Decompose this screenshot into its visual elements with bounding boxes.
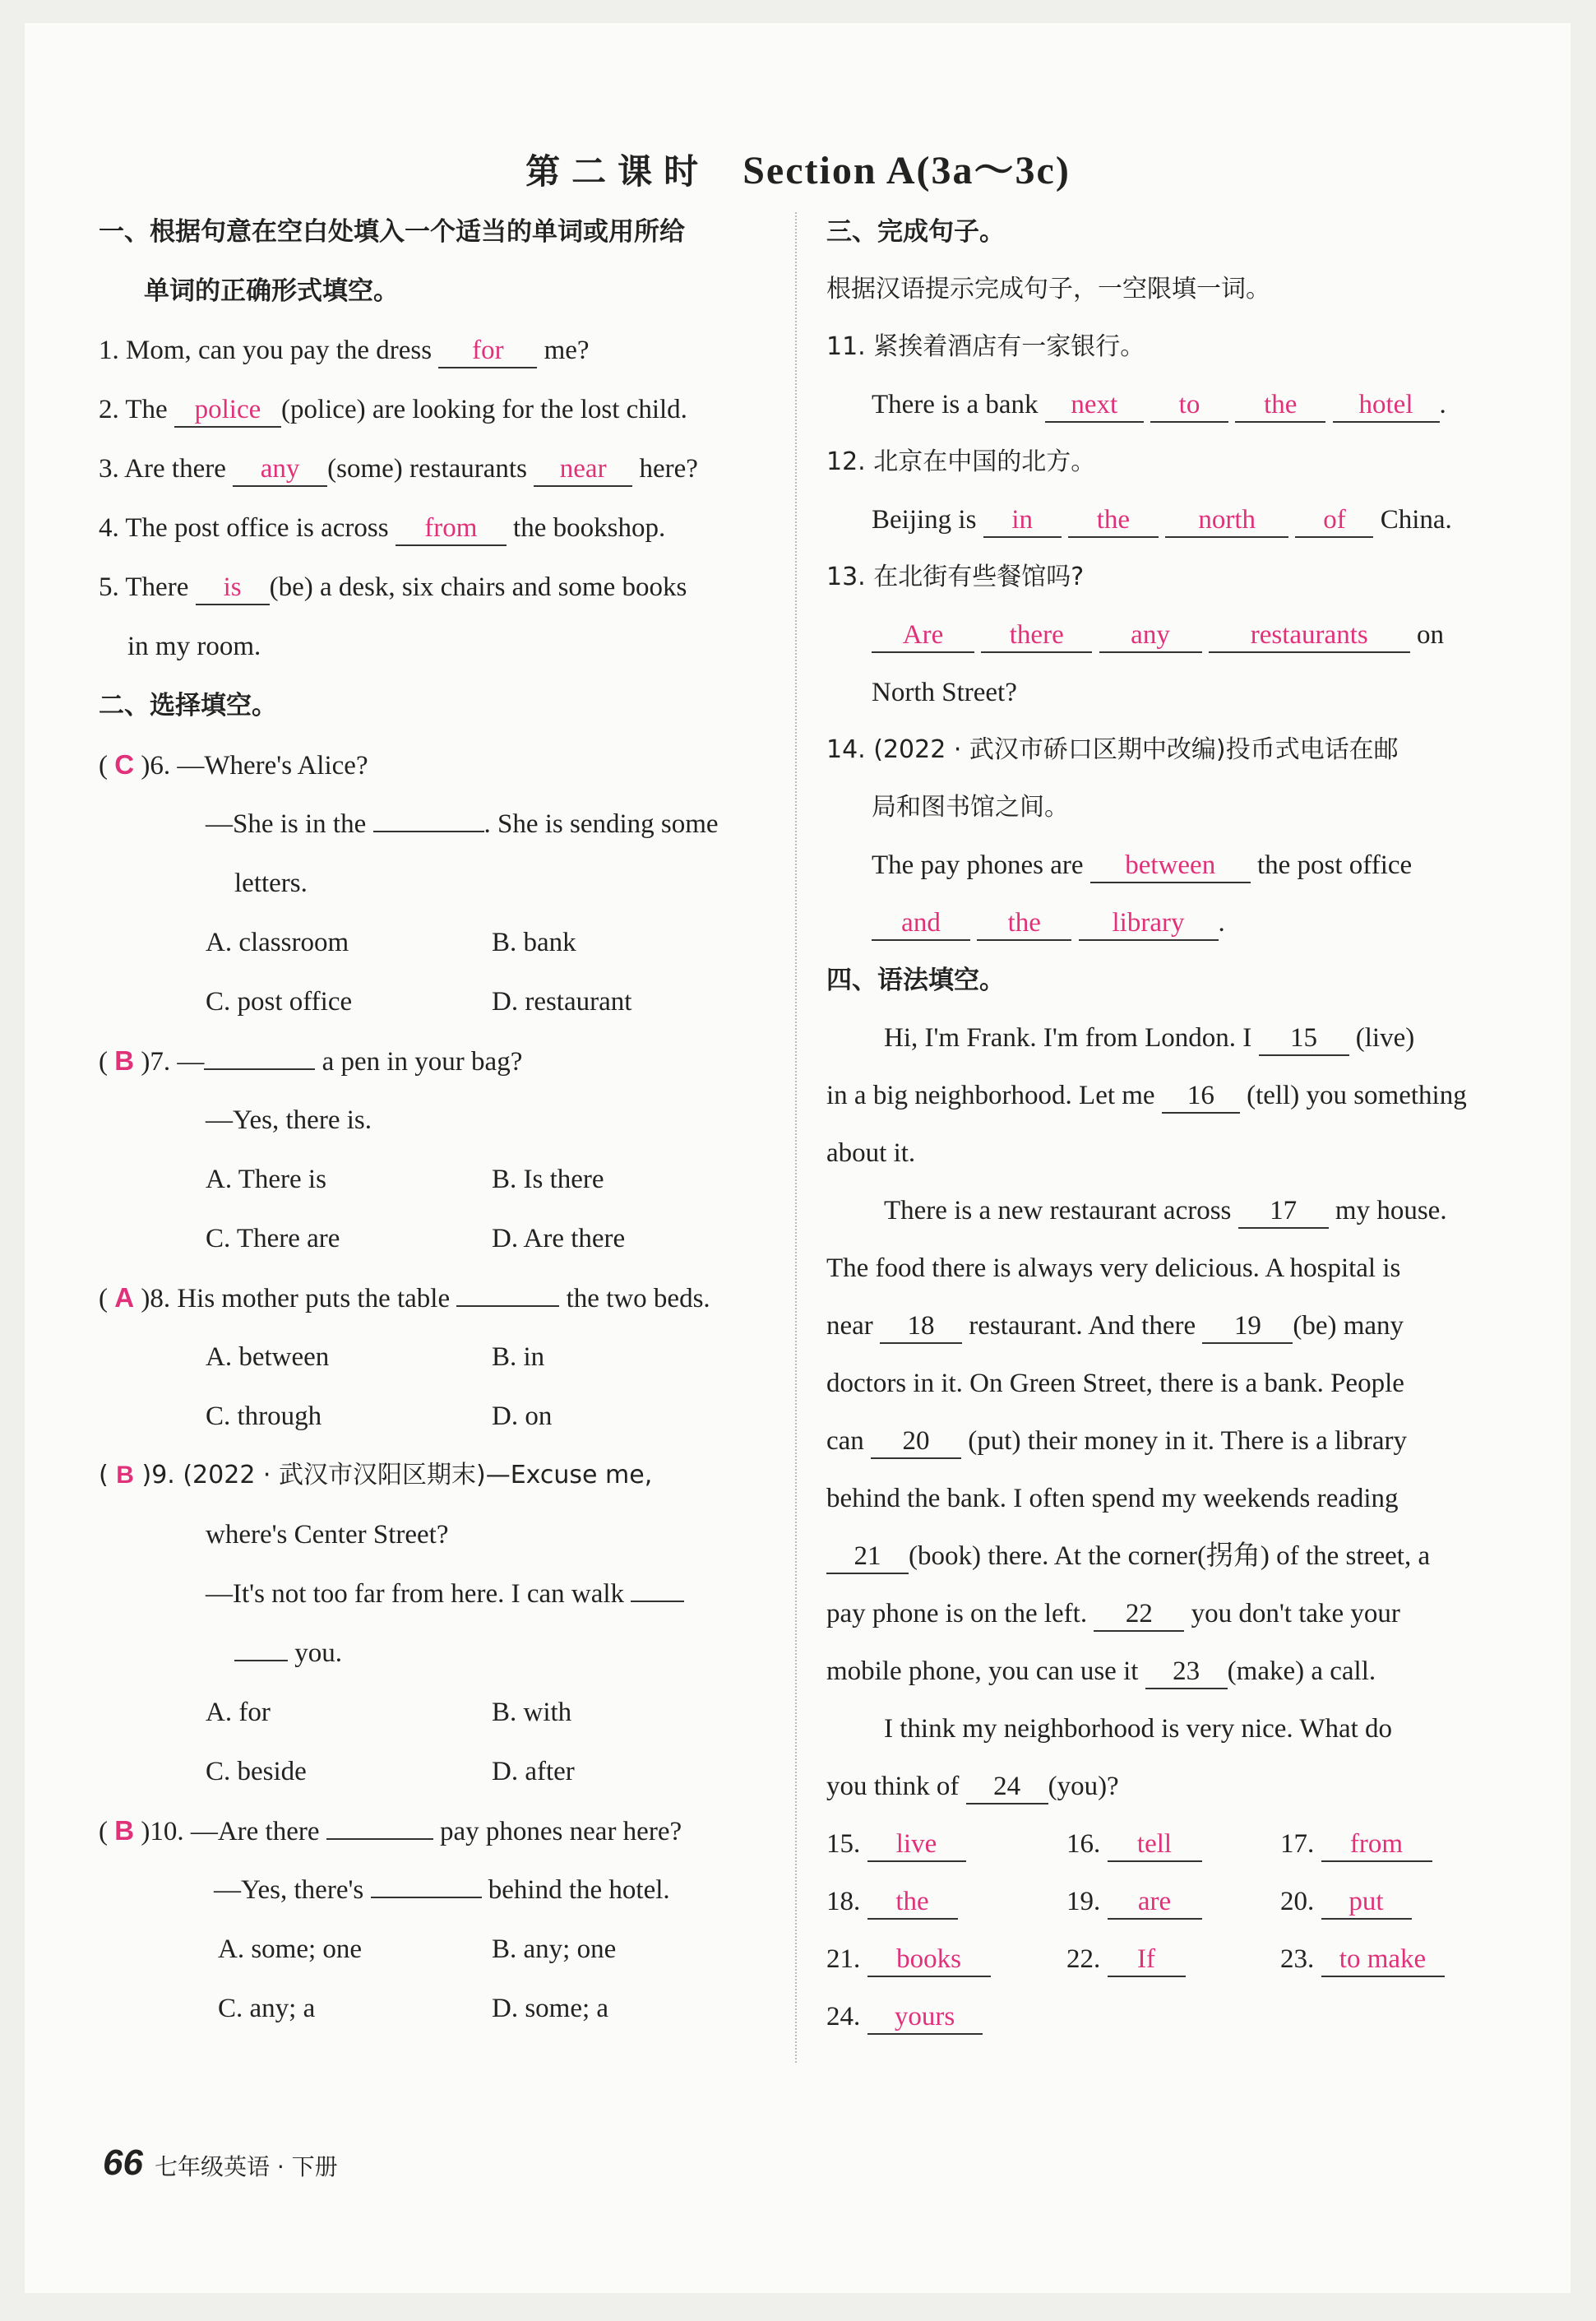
question-13-prompt: 13. 在北街有些餐馆吗?: [826, 563, 1085, 591]
option: D. Are there: [492, 1224, 626, 1253]
option: C. beside: [206, 1757, 307, 1786]
section-1-heading: 一、根据句意在空白处填入一个适当的单词或用所给: [99, 217, 685, 247]
question-2: 2. The police (police) are looking for the lost child.: [99, 390, 687, 429]
section-3-instructions: 根据汉语提示完成句子，一空限填一词。: [826, 275, 1270, 303]
option: C. There are: [206, 1224, 340, 1253]
page-footer: [103, 2143, 338, 2184]
option: B. Is there: [492, 1165, 604, 1194]
answer: is: [223, 572, 242, 602]
option: A. for: [206, 1698, 271, 1727]
answer: police: [194, 395, 261, 424]
section-2-heading: 二、选择填空。: [99, 691, 277, 720]
answer: for: [472, 336, 504, 365]
option: C. through: [206, 1401, 322, 1431]
option: D. some; a: [492, 1994, 609, 2023]
lesson-label: 第二课时: [525, 151, 710, 192]
question-11-prompt: 11. 紧挨着酒店有一家银行。: [826, 332, 1145, 361]
option: B. in: [492, 1342, 545, 1372]
question-6: ( C )6. —Where's Alice?: [99, 749, 368, 781]
choice-answer: A: [114, 1282, 135, 1313]
option: B. any; one: [492, 1934, 617, 1964]
answer: any: [260, 454, 300, 484]
section-1-heading-cont: 单词的正确形式填空。: [144, 276, 399, 306]
choice-answer: B: [114, 1815, 135, 1846]
question-14-prompt: 14. (2022 · 武汉市硚口区期中改编)投币式电话在邮: [826, 735, 1399, 764]
question-3: 3. Are there any (some) restaurants near here?: [99, 449, 698, 489]
option: C. any; a: [218, 1994, 316, 2023]
answer: near: [559, 454, 607, 484]
question-5-cont: in my room.: [127, 632, 261, 661]
column-divider: [795, 212, 797, 2063]
question-14: The pay phones are between the post office: [872, 845, 1412, 885]
question-12-prompt: 12. 北京在中国的北方。: [826, 447, 1096, 476]
question-13: Are there any restaurants on: [872, 615, 1444, 655]
question-11: There is a bank next to the hotel .: [872, 385, 1446, 424]
option: A. between: [206, 1342, 330, 1372]
page-number: 66: [103, 2143, 143, 2183]
question-8: ( A )8. His mother puts the table the two beds.: [99, 1282, 710, 1313]
question-5: 5. There is (be) a desk, six chairs and some books: [99, 568, 687, 607]
section-3-heading: 三、完成句子。: [826, 217, 1005, 247]
question-12: Beijing is in the north of China.: [872, 500, 1452, 540]
book-name: 七年级英语 · 下册: [154, 2153, 338, 2180]
page-title: [0, 138, 1596, 195]
choice-answer: B: [116, 1462, 134, 1489]
question-7: ( B )7. — a pen in your bag?: [99, 1045, 523, 1077]
option: B. with: [492, 1698, 572, 1727]
section-4-heading: 四、语法填空。: [826, 966, 1005, 995]
choice-answer: B: [114, 1045, 135, 1076]
option: B. bank: [492, 928, 576, 957]
option: A. some; one: [218, 1934, 363, 1964]
question-1: 1. Mom, can you pay the dress for me?: [99, 331, 590, 370]
option: C. post office: [206, 987, 353, 1017]
answer: from: [424, 513, 478, 543]
choice-answer: C: [114, 749, 135, 780]
question-9: ( B )9. (2022 · 武汉市汉阳区期末)—Excuse me,: [99, 1461, 653, 1489]
option: A. There is: [206, 1165, 326, 1194]
option: D. restaurant: [492, 987, 632, 1017]
question-4: 4. The post office is across from the bookshop.: [99, 508, 665, 548]
option: D. on: [492, 1401, 553, 1431]
question-10: ( B )10. —Are there pay phones near here?: [99, 1815, 682, 1846]
option: D. after: [492, 1757, 575, 1786]
option: A. classroom: [206, 928, 349, 957]
section-label: Section A(3a～3c): [742, 149, 1071, 192]
